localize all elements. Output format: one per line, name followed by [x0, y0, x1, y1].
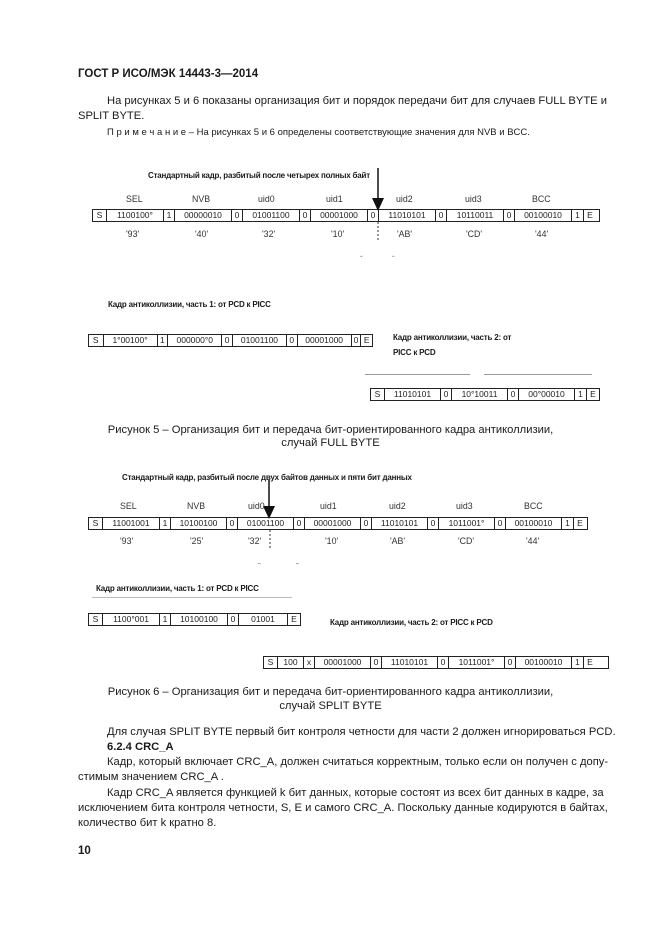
frame-bit: E — [587, 657, 593, 667]
frame-bit: 1 — [562, 518, 574, 529]
fig6-hex-uid1: '10' — [325, 536, 339, 546]
fig6-part2-frame — [263, 656, 609, 669]
fig5-part1-title: Кадр антиколлизии, часть 1: от PCD к PICC — [108, 300, 271, 309]
page-number: 10 — [78, 845, 91, 857]
frame-bit: S — [264, 657, 278, 668]
frame-byte: 00°00010 — [519, 389, 575, 400]
intro-line-1: На рисунках 5 и 6 показаны организация бит и порядок передачи бит для случаев FULL BYTE и — [107, 95, 608, 107]
frame-bit: 1 — [575, 389, 587, 400]
frame-bit: 0 — [441, 389, 452, 400]
frame-bits: 100 — [278, 657, 304, 668]
frame-bit: E — [291, 614, 297, 624]
frame-bit: 0 — [294, 518, 305, 529]
fig6-label-uid3: uid3 — [456, 501, 473, 511]
fig6-part2-title: Кадр антиколлизии, часть 2: от PICC к PCD — [330, 618, 493, 627]
frame-bit: 0 — [428, 518, 439, 529]
frame-byte: 01001100 — [238, 518, 294, 529]
fig6-label-uid0: uid0 — [248, 501, 265, 511]
fig6-std-title: Стандартный кадр, разбитый после двух байтов данных и пяти бит данных — [122, 473, 412, 482]
note: П р и м е ч а н и е – На рисунках 5 и 6 определены соответствующие значения для NVB и BCC. — [107, 127, 530, 138]
frame-bit: S — [89, 518, 103, 529]
frame-bit: S — [89, 335, 104, 346]
frame-bit: 1 — [160, 614, 171, 625]
fig5-hex-sel: '93' — [126, 229, 140, 239]
fig6-caption-1: Рисунок 6 – Организация бит и передача бит-ориентированного кадра антиколлизии, — [107, 686, 554, 698]
paragraph-crc-1b: стимым значением CRC_A . — [78, 771, 224, 783]
paragraph-split-byte: Для случая SPLIT BYTE первый бит контроля четности для части 2 должен игнорироваться PCD. — [107, 726, 616, 738]
frame-byte: 11010101 — [372, 518, 428, 529]
frame-byte: 00001000 — [315, 657, 371, 668]
frame-bit: S — [93, 210, 107, 221]
fig6-label-sel: SEL — [120, 501, 137, 511]
frame-byte: 00001000 — [311, 210, 368, 221]
frame-byte: 10°10011 — [452, 389, 508, 400]
frame-bit: 0 — [436, 210, 447, 221]
divider — [92, 597, 292, 598]
fig6-hex-nvb: '25' — [190, 536, 204, 546]
frame-bit: 0 — [287, 335, 298, 346]
fig6-hex-uid2: 'AB' — [390, 536, 406, 546]
frame-bit: E — [363, 335, 370, 345]
fig5-part2-title-1: Кадр антиколлизии, часть 2: от — [393, 333, 512, 342]
frame-bit: 0 — [300, 210, 311, 221]
fig5-hex-uid3: 'CD' — [466, 229, 483, 239]
frame-bit: E — [587, 210, 593, 220]
split-dashed-line — [268, 530, 272, 548]
frame-bits: 01001 — [239, 614, 288, 625]
fig5-part1-frame — [88, 334, 373, 347]
frame-byte: 1011001° — [449, 657, 505, 668]
frame-bit: E — [590, 389, 596, 399]
fig6-standard-frame — [88, 517, 588, 530]
section-heading: 6.2.4 CRC_A — [107, 741, 174, 753]
document-header: ГОСТ Р ИСО/МЭК 14443-3—2014 — [78, 68, 259, 80]
frame-byte: 01001100 — [233, 335, 287, 346]
fig5-label-bcc: BCC — [532, 194, 551, 204]
frame-byte: 000000°0 — [168, 335, 222, 346]
fig6-caption-2: случай SPLIT BYTE — [279, 700, 382, 712]
frame-byte: 1100°001 — [103, 614, 160, 625]
frame-bit: 1 — [572, 210, 584, 221]
fig5-part2-frame — [370, 388, 600, 401]
paragraph-crc-2a: Кадр CRC_A является функцией k бит данных, которые состоят из всех бит данных в кадре, за — [107, 787, 604, 799]
frame-byte: 10110011 — [447, 210, 504, 221]
fig5-hex-uid1: '10' — [331, 229, 345, 239]
frame-bit: 1 — [158, 335, 169, 346]
split-arrow-icon — [262, 480, 276, 520]
frame-bit: 0 — [361, 518, 372, 529]
frame-byte: 11010101 — [385, 389, 441, 400]
fig6-hex-uid0: '32' — [248, 536, 262, 546]
frame-bit: E — [577, 518, 583, 528]
frame-bit: x — [304, 657, 315, 668]
frame-bit: 0 — [438, 657, 449, 668]
frame-bit: 0 — [222, 335, 233, 346]
fig5-hex-uid2: 'AB' — [397, 229, 413, 239]
frame-byte: 10100100 — [171, 614, 228, 625]
frame-byte: 1100100° — [107, 210, 164, 221]
fig5-label-uid1: uid1 — [326, 194, 343, 204]
frame-bit: 0 — [228, 614, 239, 625]
fig5-caption-2: случай FULL BYTE — [281, 437, 380, 449]
frame-byte: 11010101 — [382, 657, 438, 668]
fig6-label-nvb: NVB — [187, 501, 206, 511]
fig6-hex-bcc: '44' — [526, 536, 540, 546]
frame-byte: 11001001 — [103, 518, 160, 529]
frame-bit: 0 — [227, 518, 238, 529]
paragraph-crc-2c: количество бит k кратно 8. — [78, 817, 217, 829]
split-arrow-icon — [371, 168, 385, 212]
fig6-part1-title: Кадр антиколлизии, часть 1: от PCD к PICC — [96, 584, 259, 593]
divider — [484, 374, 592, 375]
intro-line-2: SPLIT BYTE. — [78, 110, 145, 122]
fig5-hex-nvb: '40' — [195, 229, 209, 239]
fig6-label-bcc: BCC — [524, 501, 543, 511]
frame-bit: 1 — [160, 518, 171, 529]
divider — [365, 374, 470, 375]
fig5-label-uid0: uid0 — [258, 194, 275, 204]
frame-byte: 1°00100° — [104, 335, 158, 346]
fig5-hex-uid0: '32' — [262, 229, 276, 239]
frame-bit: 0 — [505, 657, 516, 668]
frame-bit: 1 — [572, 657, 584, 668]
fig5-std-title: Стандартный кадр, разбитый после четырех полных байт — [148, 171, 370, 180]
frame-byte: 01001100 — [243, 210, 300, 221]
frame-byte: 00000010 — [175, 210, 232, 221]
fig5-label-uid3: uid3 — [465, 194, 482, 204]
frame-byte: 11010101 — [379, 210, 436, 221]
fig5-label-uid2: uid2 — [396, 194, 413, 204]
frame-bit: 0 — [508, 389, 519, 400]
fig6-part1-frame — [88, 613, 301, 626]
frame-byte: 00100010 — [516, 657, 572, 668]
frame-byte: 00100010 — [506, 518, 562, 529]
fig5-part2-title-2: PICC к PCD — [393, 348, 436, 357]
fig5-label-nvb: NVB — [192, 194, 211, 204]
fig5-standard-frame — [92, 209, 600, 222]
fig6-label-uid2: uid2 — [389, 501, 406, 511]
split-dashed-line — [376, 222, 380, 242]
fig5-hex-bcc: '44' — [535, 229, 549, 239]
fig5-label-sel: SEL — [126, 194, 143, 204]
frame-byte: 00001000 — [305, 518, 361, 529]
frame-bit: 0 — [368, 210, 379, 221]
frame-bit: 0 — [371, 657, 382, 668]
paragraph-crc-2b: исключением бита контроля четности, S, E и самого CRC_A. Поскольку данные кодируются в байтах, — [78, 802, 608, 814]
fig6-hex-uid3: 'CD' — [458, 536, 475, 546]
fig6-label-uid1: uid1 — [320, 501, 337, 511]
paragraph-crc-1a: Кадр, который включает CRC_A, должен считаться корректным, только если он получен с допу- — [107, 756, 609, 768]
frame-byte: 1011001° — [439, 518, 495, 529]
frame-byte: 00001000 — [298, 335, 352, 346]
frame-bit: 0 — [232, 210, 243, 221]
frame-bit: 0 — [352, 335, 362, 346]
fig5-caption-1: Рисунок 5 – Организация бит и передача бит-ориентированного кадра антиколлизии, — [107, 424, 554, 436]
frame-bit: 0 — [495, 518, 506, 529]
frame-byte: 10100100 — [171, 518, 227, 529]
frame-bit: S — [371, 389, 385, 400]
fig6-hex-sel: '93' — [120, 536, 134, 546]
frame-bit: 1 — [164, 210, 175, 221]
frame-bit: S — [89, 614, 103, 625]
frame-bit: 0 — [504, 210, 515, 221]
frame-byte: 00100010 — [515, 210, 572, 221]
